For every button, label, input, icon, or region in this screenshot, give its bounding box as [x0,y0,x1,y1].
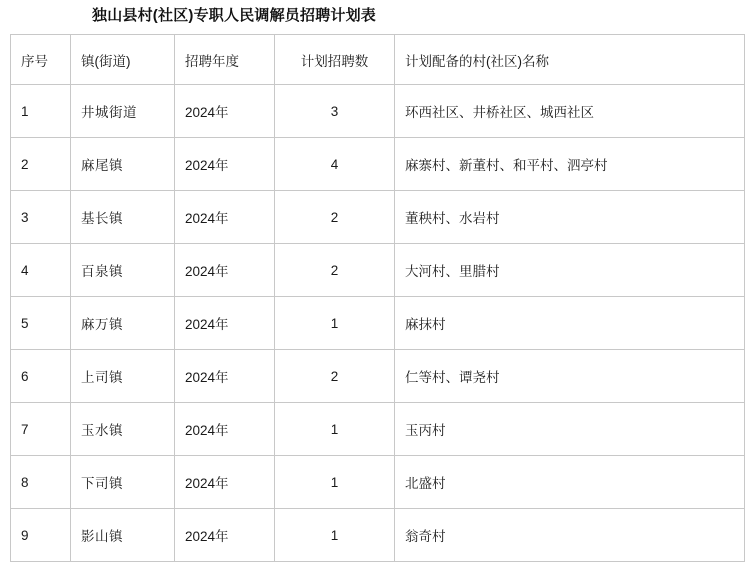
table-row [11,297,745,350]
cell-villages: 仁等村、谭尧村 [395,350,745,403]
cell-index: 4 [11,244,71,297]
cell-year: 2024年 [175,191,275,244]
table-row [11,456,745,509]
table-row [11,350,745,403]
cell-count: 2 [275,350,395,403]
cell-count: 2 [275,191,395,244]
cell-villages: 董秧村、水岩村 [395,191,745,244]
cell-town: 影山镇 [71,509,175,562]
cell-count: 4 [275,138,395,191]
cell-villages: 玉丙村 [395,403,745,456]
cell-year: 2024年 [175,509,275,562]
cell-town: 基长镇 [71,191,175,244]
cell-index: 2 [11,138,71,191]
column-header-town: 镇(街道) [71,35,175,85]
table-row [11,244,745,297]
cell-villages: 麻抹村 [395,297,745,350]
cell-town: 麻尾镇 [71,138,175,191]
cell-villages: 北盛村 [395,456,745,509]
table-row [11,403,745,456]
cell-count: 1 [275,456,395,509]
cell-town: 上司镇 [71,350,175,403]
cell-year: 2024年 [175,403,275,456]
cell-town: 玉水镇 [71,403,175,456]
table-row [11,191,745,244]
table-header-row [11,35,745,85]
cell-villages: 大河村、里腊村 [395,244,745,297]
cell-index: 9 [11,509,71,562]
cell-index: 1 [11,85,71,138]
cell-year: 2024年 [175,138,275,191]
cell-count: 1 [275,509,395,562]
cell-year: 2024年 [175,244,275,297]
column-header-index: 序号 [11,35,71,85]
cell-year: 2024年 [175,456,275,509]
table-row [11,138,745,191]
cell-town: 麻万镇 [71,297,175,350]
cell-index: 5 [11,297,71,350]
table-body [11,85,745,562]
cell-year: 2024年 [175,350,275,403]
cell-count: 1 [275,403,395,456]
cell-town: 下司镇 [71,456,175,509]
cell-villages: 翁奇村 [395,509,745,562]
cell-count: 1 [275,297,395,350]
cell-index: 8 [11,456,71,509]
cell-index: 6 [11,350,71,403]
column-header-year: 招聘年度 [175,35,275,85]
cell-count: 2 [275,244,395,297]
cell-town: 井城街道 [71,85,175,138]
cell-index: 3 [11,191,71,244]
page-title: 独山县村(社区)专职人民调解员招聘计划表 [92,7,376,24]
cell-town: 百泉镇 [71,244,175,297]
cell-villages: 麻寨村、新董村、和平村、泗亭村 [395,138,745,191]
recruitment-plan-table [10,34,745,562]
cell-year: 2024年 [175,85,275,138]
table-row [11,85,745,138]
cell-villages: 环西社区、井桥社区、城西社区 [395,85,745,138]
cell-year: 2024年 [175,297,275,350]
cell-index: 7 [11,403,71,456]
column-header-count: 计划招聘数 [275,35,395,85]
table-row [11,509,745,562]
table-header [11,35,745,85]
cell-count: 3 [275,85,395,138]
column-header-villages: 计划配备的村(社区)名称 [395,35,745,85]
